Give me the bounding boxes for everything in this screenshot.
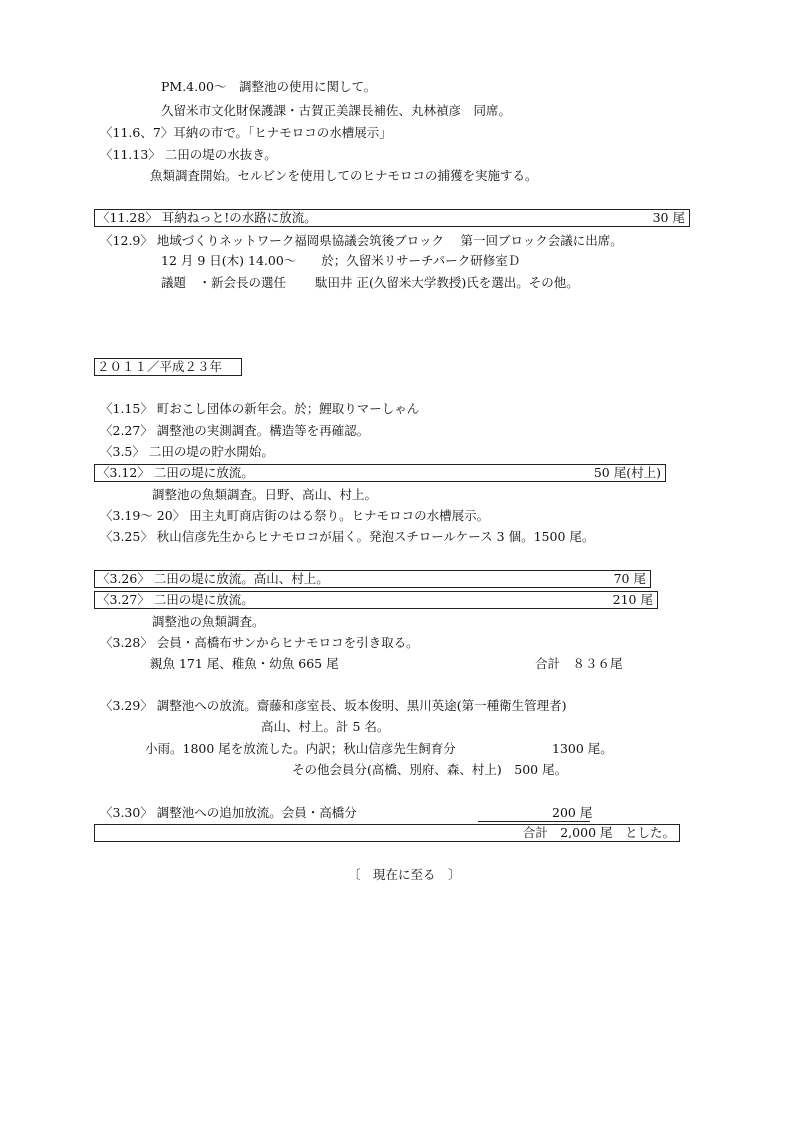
kurume-staff-line: 久留米市文化財保護課・古賀正美課長補佐、丸林禎彦 同席。 — [161, 103, 512, 118]
release-box-nov28 — [94, 209, 690, 227]
release-box-count: 210 尾 — [612, 592, 653, 607]
entry-mar29-rain-count: 1300 尾。 — [552, 741, 613, 756]
year-heading: ２０１１／平成２３年 — [97, 359, 223, 374]
entry-mar28-total: 合計 ８３６尾 — [535, 656, 623, 671]
release-box-text: 〈3.12〉 二田の堤に放流。 — [97, 465, 254, 480]
entry-nov13: 〈11.13〉 二田の堤の水抜き。 — [100, 147, 277, 162]
entry-mar29-members: 高山、村上。計 5 名。 — [261, 719, 390, 734]
entry-mar28: 〈3.28〉 会員・高橋布サンからヒナモロコを引き取る。 — [100, 635, 419, 650]
entry-mar25: 〈3.25〉 秋山信彦先生からヒナモロコが届く。発泡スチロールケース 3 個。1500 尾。 — [100, 529, 595, 544]
entry-nov13-detail: 魚類調査開始。セルビンを使用してのヒナモロコの捕獲を実施する。 — [150, 168, 538, 183]
release-box-count: 70 尾 — [613, 571, 646, 586]
release-box-text: 〈3.26〉 二田の堤に放流。高山、村上。 — [97, 571, 329, 586]
entry-mar29-rain: 小雨。1800 尾を放流した。内訳；秋山信彦先生飼育分 — [145, 741, 456, 756]
release-box-count: 50 尾(村上) — [593, 465, 661, 480]
entry-dec9: 〈12.9〉 地域づくりネットワーク福岡県協議会筑後ブロック 第一回ブロック会議に出席。 — [100, 233, 623, 248]
total-count: 合計 2,000 尾 とした。 — [522, 825, 675, 840]
entry-dec9-agenda: 議題 ・新会長の選任 駄田井 正(久留米大学教授)氏を選出。その他。 — [161, 275, 579, 290]
entry-mar27-survey: 調整池の魚類調査。 — [152, 614, 265, 629]
entry-mar5: 〈3.5〉 二田の堤の貯水開始。 — [100, 444, 274, 459]
total-box — [94, 824, 680, 842]
sum-underline — [478, 821, 590, 822]
entry-mar29-others: その他会員分(高橋、別府、森、村上) 500 尾。 — [292, 762, 568, 777]
entry-dec9-time: 12 月 9 日(木) 14.00～ 於；久留米リサーチパーク研修室Ｄ — [161, 253, 521, 268]
release-box-mar12 — [94, 464, 666, 482]
entry-jan15: 〈1.15〉 町おこし団体の新年会。於；鯉取りマーしゃん — [100, 401, 420, 416]
closing-note: 〔 現在に至る 〕 — [348, 867, 461, 882]
year-heading-box — [94, 358, 242, 376]
entry-mar28-detail: 親魚 171 尾、稚魚・幼魚 665 尾 — [150, 656, 339, 671]
entry-mar19: 〈3.19～ 20〉 田主丸町商店街のはる祭り。ヒナモロコの水槽展示。 — [100, 508, 490, 523]
entry-feb27: 〈2.27〉 調整池の実測調査。構造等を再確認。 — [100, 423, 370, 438]
release-box-text: 〈11.28〉 耳納ねっと!の水路に放流。 — [97, 210, 317, 225]
release-box-mar27 — [94, 591, 658, 609]
entry-mar30-count: 200 尾 — [552, 805, 593, 820]
entry-mar12-survey: 調整池の魚類調査。日野、高山、村上。 — [152, 487, 378, 502]
pm-meeting-line: PM.4.00～ 調整池の使用に関して。 — [161, 79, 377, 94]
entry-mar29: 〈3.29〉 調整池への放流。齋藤和彦室長、坂本俊明、黒川英途(第一種衛生管理者) — [100, 698, 567, 713]
release-box-count: 30 尾 — [652, 210, 685, 225]
entry-mar30: 〈3.30〉 調整池への追加放流。会員・高橋分 — [100, 805, 357, 820]
release-box-text: 〈3.27〉 二田の堤に放流。 — [97, 592, 254, 607]
entry-nov6-7: 〈11.6、7〉耳納の市で。「ヒナモロコの水槽展示」 — [100, 125, 392, 140]
release-box-mar26 — [94, 570, 651, 588]
